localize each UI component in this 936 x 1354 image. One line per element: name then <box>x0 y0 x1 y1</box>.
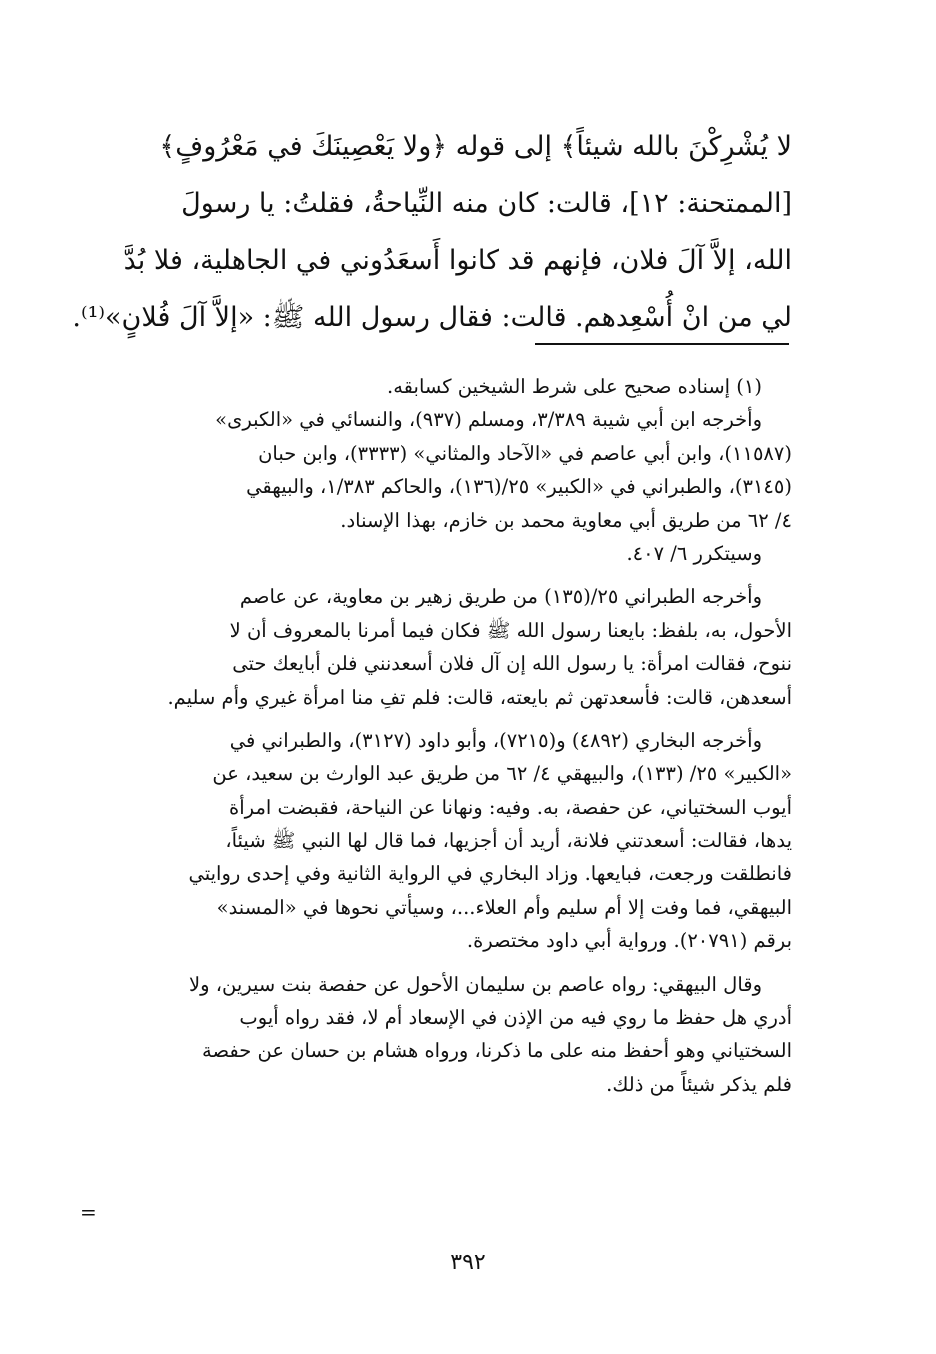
footnote-line: أدري هل حفظ ما روي فيه من الإذن في الإسعاد أم لا، فقد رواه أيوب <box>239 1006 792 1030</box>
main-text <box>72 118 792 346</box>
footnote-line: وأخرجه الطبراني ٢٥/(١٣٥) من طريق زهير بن معاوية، عن عاصم <box>239 585 762 609</box>
footnote-line: البيهقي، فما وفت إلا أم سليم وأم العلاء...، وسيأتي نحوها في «المسند» <box>216 895 792 919</box>
footnote-line: (٣١٤٥)، والطبراني في «الكبير» ٢٥/(١٣٦)، والحاكم ١/٣٨٣، والبيهقي <box>246 475 792 499</box>
footnote-line: (١) إسناده صحيح على شرط الشيخين كسابقه. <box>387 375 762 398</box>
footnote-line: وسيتكرر ٦/ ٤٠٧. <box>626 541 762 565</box>
footnote-line: وأخرجه ابن أبي شيبة ٣/٣٨٩، ومسلم (٩٣٧)، والنسائي في «الكبرى» <box>215 408 762 432</box>
footnote-line: «الكبير» ٢٥/ (١٣٣)، والبيهقي ٤/ ٦٢ من طريق عبد الوارث بن سعيد، عن <box>212 762 792 786</box>
footnote-line: فلم يذكر شيئاً من ذلك. <box>606 1072 792 1096</box>
continuation-mark: = <box>80 1200 97 1224</box>
footnote-line: (١١٥٨٧)، وابن أبي عاصم في «الآحاد والمثاني» (٣٣٣٣)، وابن حبان <box>258 441 792 465</box>
main-text-line: لي من انْ أُسْعِدهم. قالت: فقال رسول الله ﷺ: «إلاَّ آلَ فُلانٍ»⁽¹⁾. <box>72 302 792 333</box>
footnote-line: وأخرجه البخاري (٤٨٩٢) و(٧٢١٥)، وأبو داود (٣١٢٧)، والطبراني في <box>229 728 762 752</box>
footnote-line: فانطلقت ورجعت، فبايعها. وزاد البخاري في الرواية الثانية وفي إحدى روايتي <box>188 862 792 886</box>
footnote-line: أسعدهن، قالت: فأسعدتهن ثم بايعته، قالت: فلم تفِ منا امرأة غيري وأم سليم. <box>167 685 792 709</box>
main-text-line: لا يُشْرِكْنَ بالله شيئاً﴾ إلى قوله ﴿ولا يَعْصِينَكَ في مَعْرُوفٍ﴾ <box>159 131 792 162</box>
footnote-line: أيوب السختياني، عن حفصة، به. وفيه: ونهانا عن النياحة، فقبضت امرأة <box>229 795 792 819</box>
footnote-line: وقال البيهقي: رواه عاصم بن سليمان الأحول عن حفصة بنت سيرين، ولا <box>188 972 762 996</box>
footnotes <box>80 370 792 1101</box>
main-text-line: الله، إلاَّ آلَ فلان، فإنهم قد كانوا أَسعَدُوني في الجاهلية، فلا بُدَّ <box>123 245 792 276</box>
main-text-line: [الممتحنة: ١٢]، قالت: كان منه النِّياحةُ، فقلتُ: يا رسولَ <box>181 188 792 219</box>
footnote-separator <box>535 343 789 345</box>
footnote-line: برقم (٢٠٧٩١). ورواية أبي داود مختصرة. <box>466 929 792 953</box>
footnote-line: ٤/ ٦٢ من طريق أبي معاوية محمد بن خازم، بهذا الإسناد. <box>340 508 792 532</box>
footnote-line: يدها، فقالت: أسعدتني فلانة، أريد أن أجزيها، فما قال لها النبي ﷺ شيئاً، <box>225 829 792 853</box>
footnote-line: ننوح، فقالت امرأة: يا رسول الله إن آل فلان أسعدنني فلن أبايعك حتى <box>232 652 792 676</box>
footnote-line: السختياني وهو أحفظ منه على ما ذكرنا، ورواه هشام بن حسان عن حفصة <box>202 1039 792 1063</box>
footnote-line: الأحول، به، بلفظ: بايعنا رسول الله ﷺ فكان فيما أمرنا بالمعروف أن لا <box>229 618 792 642</box>
page-number: ٣٩٢ <box>450 1250 486 1275</box>
